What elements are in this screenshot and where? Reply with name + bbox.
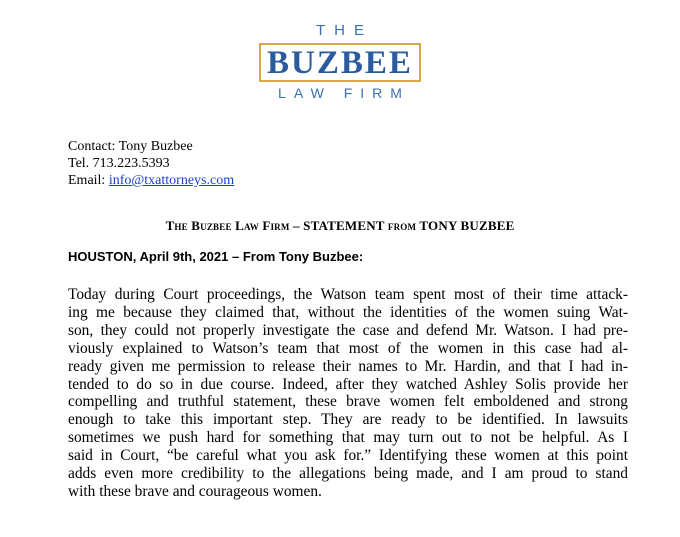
email-label: Email: [68, 173, 109, 188]
body-line: said in Court, “be careful what you ask for.” Identifying these women at this point [68, 447, 628, 465]
dateline: HOUSTON, April 9th, 2021 – From Tony Buzbee: [68, 249, 364, 264]
body-line: adds even more credibility to the allegations being made, and I am proud to stand [68, 465, 628, 483]
body-line: compelling and truthful statement, these brave women felt emboldened and strong [68, 393, 628, 411]
contact-block [68, 138, 234, 189]
logo-the: THE [316, 22, 373, 39]
body-line: son, they could not properly investigate the case and defend Mr. Watson. I had pre- [68, 321, 628, 339]
statement-body [68, 286, 628, 501]
body-line: Today during Court proceedings, the Watson team spent most of their time attack- [68, 286, 628, 303]
body-line: sometimes we push hard for something that may turn out to not be helpful. As I [68, 429, 628, 447]
logo-box [259, 43, 421, 82]
email-link[interactable]: info@txattorneys.com [108, 173, 235, 188]
statement-heading: The Buzbee Law Firm – STATEMENT from TONY BUZBEE [165, 218, 515, 233]
body-line: ready given me permission to release their names to Mr. Hardin, and that I had in- [68, 357, 628, 375]
contact-phone: Tel. 713.223.5393 [68, 156, 170, 171]
body-line: tended to do so in due course. Indeed, after they watched Ashley Solis provide her [68, 375, 628, 393]
body-line: ing me because they claimed that, without the identities of the women suing Wat- [68, 303, 628, 321]
body-line: viously explained to Watson’s team that most of the women in this case had al- [68, 339, 628, 357]
body-line: with these brave and courageous women. [68, 482, 322, 500]
contact-name: Contact: Tony Buzbee [68, 139, 193, 154]
contact-email-row [68, 172, 234, 189]
logo-name: BUZBEE [267, 45, 413, 81]
body-line: enough to take this important step. They are ready to be identified. In lawsuits [68, 411, 628, 429]
firm-logo [0, 22, 680, 102]
logo-subtitle: LAW FIRM [278, 85, 410, 101]
